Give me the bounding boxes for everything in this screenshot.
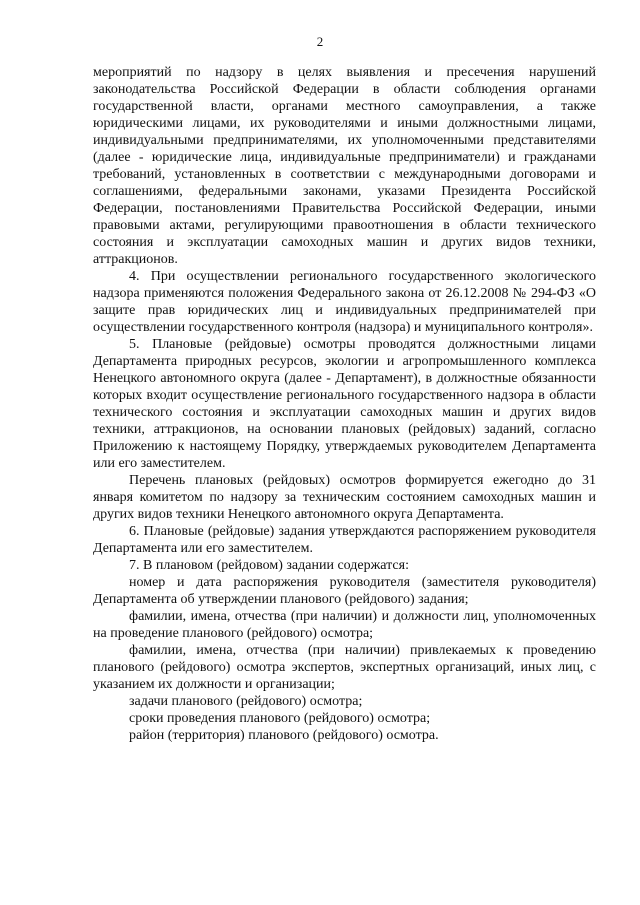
paragraph-item-5: 5. Плановые (рейдовые) осмотры проводятся должностными лицами Департамента природных ресурсов, экологии и агропромышленного комплекса Ненецкого автономного округа (далее - Департамент), в должностные обязанности которых входит осуществление регионального государственного надзора в области технического состояния и эксплуатации самоходных машин и других видов техники, аттракционов, на основании плановых (рейдовых) заданий, согласно Приложению к настоящему Порядку, утверждаемых руководителем Департамента или его заместителем.: [93, 337, 596, 471]
paragraph-item-7: 7. В плановом (рейдовом) задании содержатся:: [129, 558, 409, 573]
document-body: [93, 64, 596, 744]
paragraph-item-6: 6. Плановые (рейдовые) задания утверждаются распоряжением руководителя Департамента или его заместителем.: [93, 524, 596, 556]
paragraph-continuation: мероприятий по надзору в целях выявления и пресечения нарушений законодательства Российской Федерации в области соблюдения органами государственной власти, органами местного самоуправления, а также юридическими лицами, их руководителями и иными должностными лицами, индивидуальными предпринимателями, их уполномоченными представителями (далее - юридические лица, индивидуальные предприниматели) и гражданами требований, установленных в соответствии с международными договорами и соглашениями, федеральными законами, указами Президента Российской Федерации, постановлениями Правительства Российской Федерации, иными правовыми актами, регулирующими правоотношения в области технического состояния и эксплуатации самоходных машин и других видов техники, аттракционов.: [93, 65, 596, 267]
paragraph-experts: фамилии, имена, отчества (при наличии) привлекаемых к проведению планового (рейдового) осмотра экспертов, экспертных организаций, иных лиц, с указанием их должности и организации;: [93, 643, 596, 692]
paragraph-inspection-list: Перечень плановых (рейдовых) осмотров формируется ежегодно до 31 января комитетом по надзору за техническим состоянием самоходных машин и других видов техники Ненецкого автономного округа Департамента.: [93, 473, 596, 522]
paragraph-item-4: 4. При осуществлении регионального государственного экологического надзора применяются положения Федерального закона от 26.12.2008 № 294-ФЗ «О защите прав юридических лиц и индивидуальных предпринимателей при осуществлении государственного контроля (надзора) и муниципального контроля».: [93, 269, 596, 335]
paragraph-authorized-persons: фамилии, имена, отчества (при наличии) и должности лиц, уполномоченных на проведение планового (рейдового) осмотра;: [93, 609, 596, 641]
paragraph-territory: район (территория) планового (рейдового) осмотра.: [129, 728, 439, 743]
page-number: 2: [316, 34, 324, 49]
paragraph-tasks: задачи планового (рейдового) осмотра;: [129, 694, 363, 709]
paragraph-order-number: номер и дата распоряжения руководителя (заместителя руководителя) Департамента об утверждении планового (рейдового) задания;: [93, 575, 596, 607]
paragraph-terms: сроки проведения планового (рейдового) осмотра;: [129, 711, 431, 726]
